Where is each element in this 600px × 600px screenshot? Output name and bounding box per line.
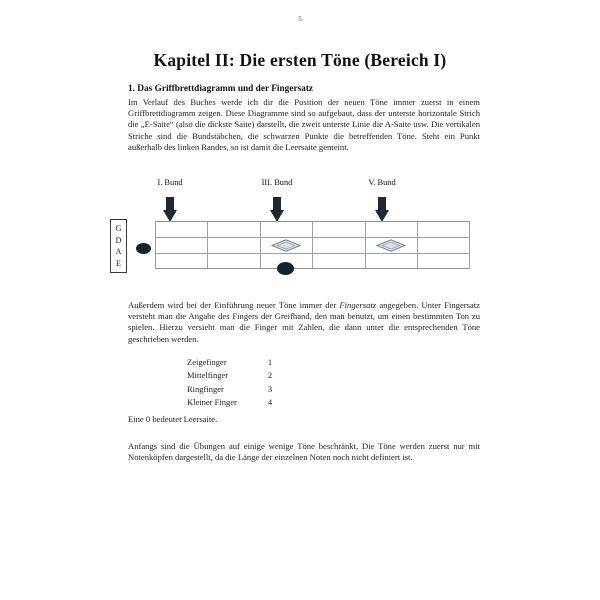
section-heading: 1. Das Griffbrettdiagramm und der Fingersatz (128, 84, 314, 94)
fingering-text-part2: angegeben. Unter Fingersatz versteht man die Angabe des Fingers der Greifhand, den man benutzt, um einen bestimmten Ton zu spielen. Hierzu versieht man die Finger mit Zahlen, die dann unter die entsprechenden Töne geschrieben werden. (128, 300, 480, 344)
note-dot-3rd-fret-e-string (277, 262, 294, 275)
fret-label-3: III. Bund (261, 178, 293, 187)
open-string-note: Eine 0 bedeutet Leersaite. (128, 414, 218, 424)
finger-number-4: 4 (267, 397, 273, 408)
down-arrow-icon-5 (375, 197, 389, 223)
closing-paragraph: Anfangs sind die Übungen auf einige wenige Töne beschränkt, Die Töne werden zuerst nur mit Notenköpfen dargestellt, da die Länge der einzelnen Noten noch nicht definiert ist. (128, 441, 480, 463)
finger-name-4: Kleiner Finger (187, 397, 237, 408)
diamond-inlay-icon-5th-fret (376, 239, 406, 252)
fingering-text-part1: Außerdem wird bei der Einführung neuer Töne immer der (128, 300, 340, 310)
fret-label-5: V. Bund (368, 178, 396, 187)
section-content (128, 84, 480, 153)
nut-line (155, 221, 156, 269)
diamond-inlay-icon-3rd-fret (271, 239, 301, 252)
fret-line-5 (417, 221, 418, 269)
finger-name-3: Ringfinger (187, 383, 224, 394)
fret-label-1: I. Bund (157, 178, 183, 187)
fingering-section (128, 300, 480, 345)
string-label-e: E (116, 258, 121, 268)
closing-section (128, 414, 480, 464)
finger-number-2: 2 (267, 370, 273, 381)
table-row (186, 356, 273, 369)
page-number: 5 (298, 14, 302, 23)
fret-line-6 (469, 221, 470, 269)
finger-number-1: 1 (267, 357, 273, 367)
string-label-a: A (115, 247, 122, 256)
open-string-dot (136, 243, 151, 254)
finger-name-2: Mittelfinger (187, 370, 229, 381)
string-names-box (110, 219, 127, 273)
table-row (186, 396, 273, 409)
fretboard-grid (155, 221, 470, 269)
finger-number-table (186, 356, 273, 410)
fingersatz-italic: Fingersatz (339, 300, 377, 310)
fret-line-3 (312, 221, 313, 269)
table-row (186, 383, 273, 396)
string-label-g: G (115, 224, 122, 233)
finger-number-3: 3 (267, 383, 273, 394)
fret-line-1 (207, 221, 208, 269)
fingering-paragraph (128, 300, 480, 345)
fret-line-2 (260, 221, 261, 269)
down-arrow-icon-3 (270, 197, 284, 223)
intro-paragraph: Im Verlauf des Buches werde ich dir die Position der neuen Töne immer zuerst in einem Griffbrettdiagramm zeigen. Diese Diagramme sind so aufgebaut, dass der unterste horizontale Strich die „E-Saite“ (also die dickste Saite) darstellt, die zweit unterste Linie die A-Saite usw. Die vertikalen Striche sind die Bundstäbchen, die schwarzen Punkte die betreffenden Töne. Steht ein Punkt außerhalb des linken Randes, so ist damit die Leersaite gemeint. (128, 97, 480, 152)
finger-name-1: Zeigefinger (187, 357, 227, 367)
table-row (186, 369, 273, 382)
fret-line-4 (365, 221, 366, 269)
chapter-title: Kapitel II: Die ersten Töne (Bereich I) (153, 49, 447, 70)
string-label-d: D (115, 235, 122, 245)
down-arrow-icon-1 (163, 197, 177, 223)
